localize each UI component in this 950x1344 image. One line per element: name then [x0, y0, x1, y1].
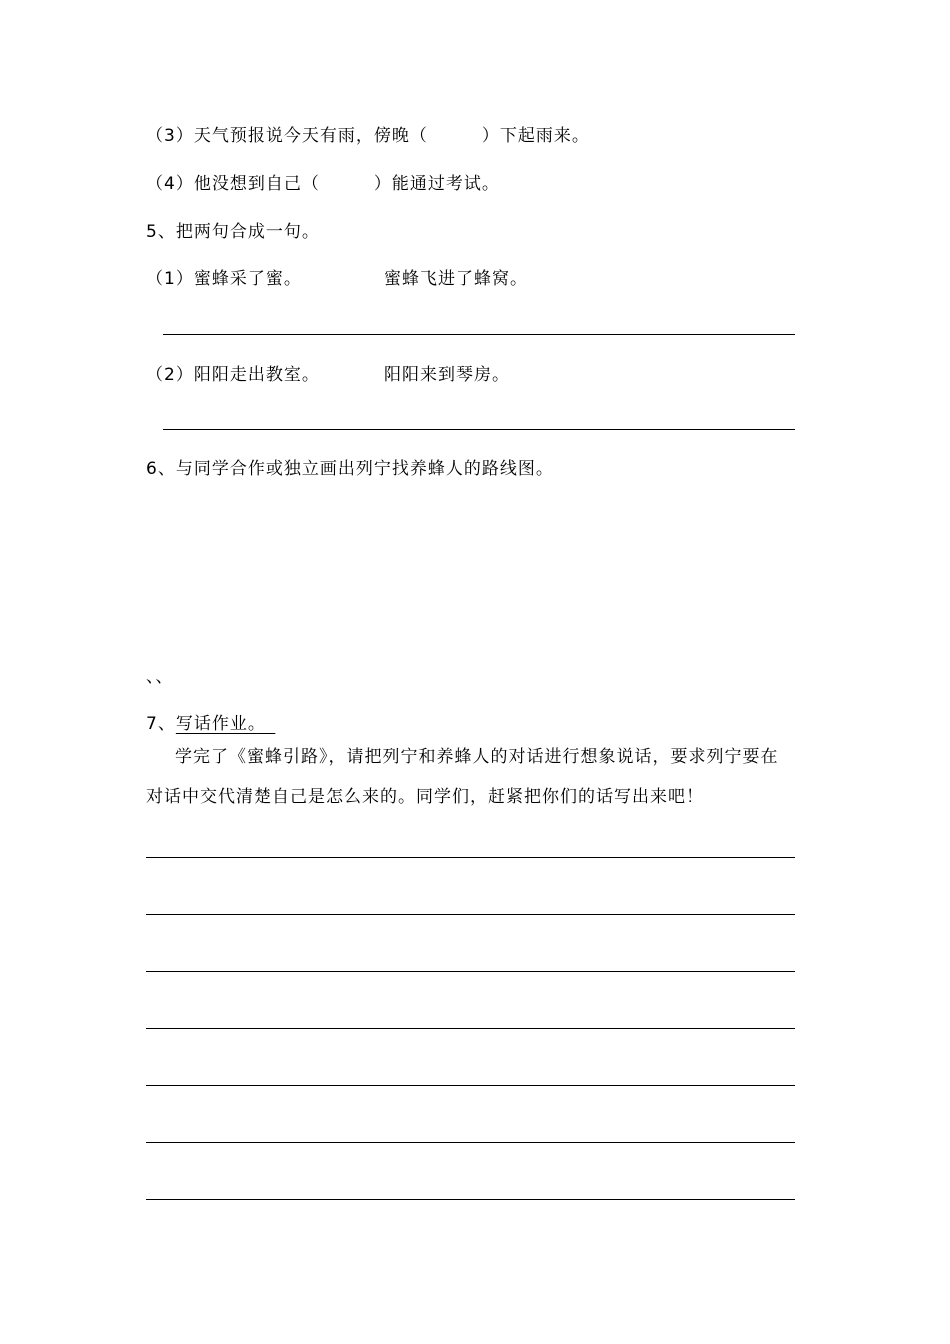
q6-drawing-area[interactable] [146, 490, 796, 650]
q5-answer-line-1[interactable] [163, 334, 795, 335]
q5-item-1-sentence-a: （1）蜜蜂采了蜜。 [146, 269, 302, 289]
writing-line-3[interactable] [146, 971, 795, 972]
q7-prompt-line-1: 学完了《蜜蜂引路》，请把列宁和养蜂人的对话进行想象说话，要求列宁要在 [175, 747, 779, 767]
stray-punctuation: 、、 [146, 667, 174, 687]
q7-title: 写话作业。 [175, 714, 258, 734]
q7-heading [146, 713, 275, 735]
writing-line-6[interactable] [146, 1142, 795, 1143]
writing-line-2[interactable] [146, 914, 795, 915]
q7-prompt-line-2: 对话中交代清楚自己是怎么来的。同学们，赶紧把你们的话写出来吧！ [146, 787, 704, 807]
writing-line-5[interactable] [146, 1085, 795, 1086]
q4-item-3: （3）天气预报说今天有雨，傍晚（ ）下起雨来。 [146, 126, 590, 146]
q5-item-2-sentence-b: 阳阳来到琴房。 [384, 365, 510, 385]
q5-answer-line-2[interactable] [163, 429, 795, 430]
q5-title: 5、把两句合成一句。 [146, 222, 320, 242]
writing-line-7[interactable] [146, 1199, 795, 1200]
q4-item-4: （4）他没想到自己（ ）能通过考试。 [146, 174, 500, 194]
q7-number: 7、 [146, 714, 176, 734]
writing-line-4[interactable] [146, 1028, 795, 1029]
q6-title: 6、与同学合作或独立画出列宁找养蜂人的路线图。 [146, 459, 554, 479]
q5-item-2-sentence-a: （2）阳阳走出教室。 [146, 365, 320, 385]
writing-line-1[interactable] [146, 857, 795, 858]
q5-item-1-sentence-b: 蜜蜂飞进了蜂窝。 [384, 269, 528, 289]
